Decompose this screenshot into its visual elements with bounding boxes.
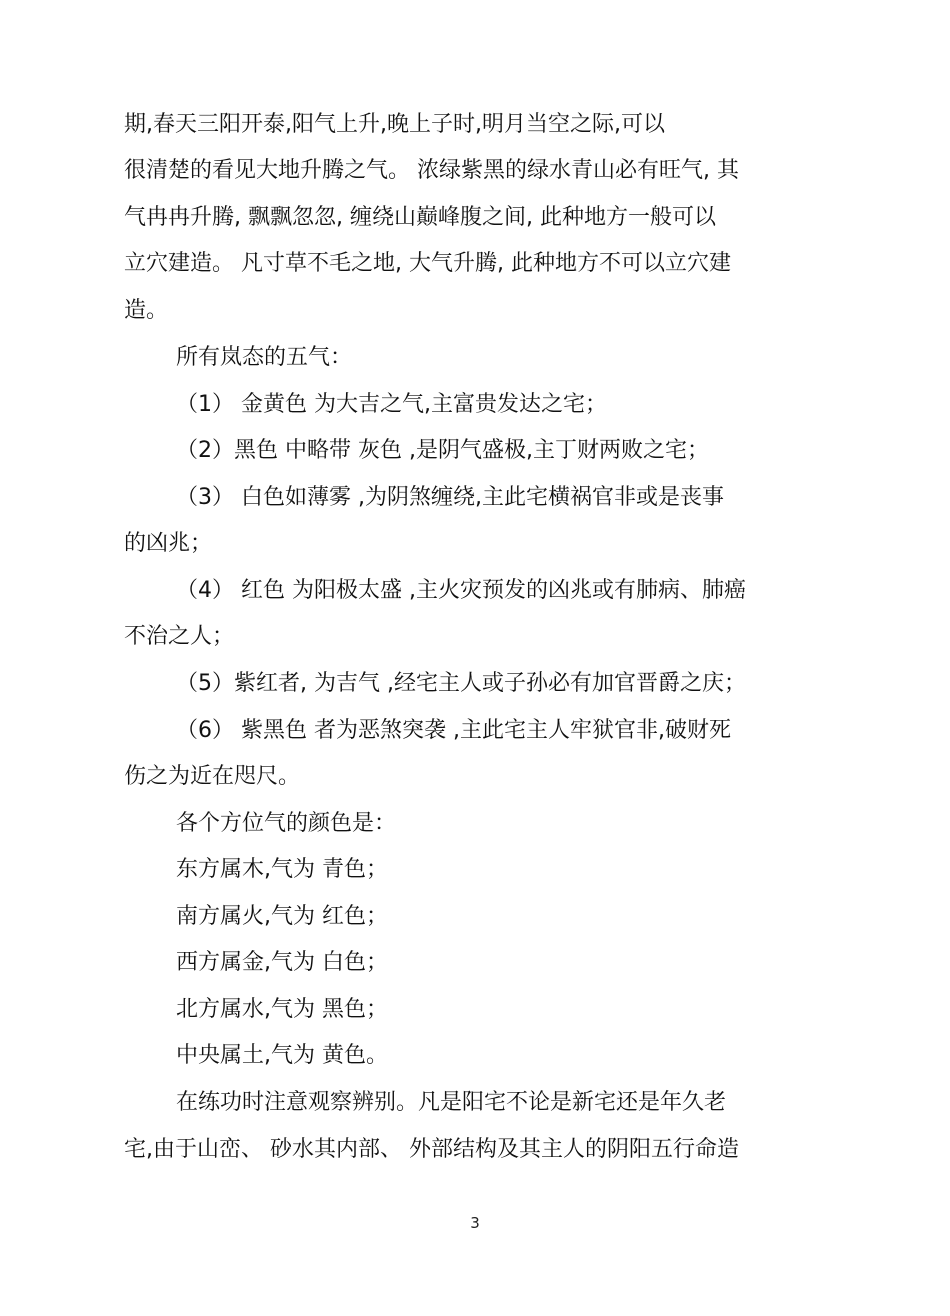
list-item-continuation: 不治之人；	[124, 624, 235, 649]
list-item: （4） 红色 为阳极太盛 ,主火灾预发的凶兆或有肺病、肺癌	[176, 578, 746, 603]
section-heading: 各个方位气的颜色是：	[176, 811, 397, 836]
direction-item: 东方属木,气为 青色；	[176, 857, 388, 882]
direction-item: 中央属土,气为 黄色。	[176, 1043, 388, 1068]
text-line: 气冉冉升腾, 飘飘忽忽, 缠绕山巅峰腹之间, 此种地方一般可以	[124, 205, 716, 230]
list-item: （2）黑色 中略带 灰色 ,是阴气盛极,主丁财两败之宅；	[176, 438, 709, 463]
text-line: 在练功时注意观察辨别。凡是阳宅不论是新宅还是年久老	[176, 1090, 727, 1115]
text-line: 宅,由于山峦、 砂水其内部、 外部结构及其主人的阴阳五行命造	[124, 1137, 739, 1162]
direction-item: 西方属金,气为 白色；	[176, 950, 388, 975]
list-item: （6） 紫黑色 者为恶煞突袭 ,主此宅主人牢狱官非,破财死	[176, 718, 731, 743]
text-line: 期,春天三阳开泰,阳气上升,晚上子时,明月当空之际,可以	[124, 112, 665, 137]
list-item-continuation: 的凶兆；	[124, 531, 213, 556]
text-line: 很清楚的看见大地升腾之气。 浓绿紫黑的绿水青山必有旺气, 其	[124, 158, 739, 183]
list-item-continuation: 伤之为近在咫尺。	[124, 764, 301, 789]
list-item: （3） 白色如薄雾 ,为阴煞缠绕,主此宅横祸官非或是丧事	[176, 485, 724, 510]
page-number: 3	[470, 1214, 480, 1232]
list-item: （1） 金黄色 为大吉之气,主富贵发达之宅；	[176, 392, 607, 417]
direction-item: 南方属火,气为 红色；	[176, 904, 388, 929]
list-item: （5）紫红者, 为吉气 ,经宅主人或子孙必有加官晋爵之庆；	[176, 671, 746, 696]
text-line: 造。	[124, 298, 169, 323]
section-heading: 所有岚态的五气：	[176, 345, 353, 370]
text-line: 立穴建造。 凡寸草不毛之地, 大气升腾, 此种地方不可以立穴建	[124, 251, 731, 276]
direction-item: 北方属水,气为 黑色；	[176, 997, 388, 1022]
